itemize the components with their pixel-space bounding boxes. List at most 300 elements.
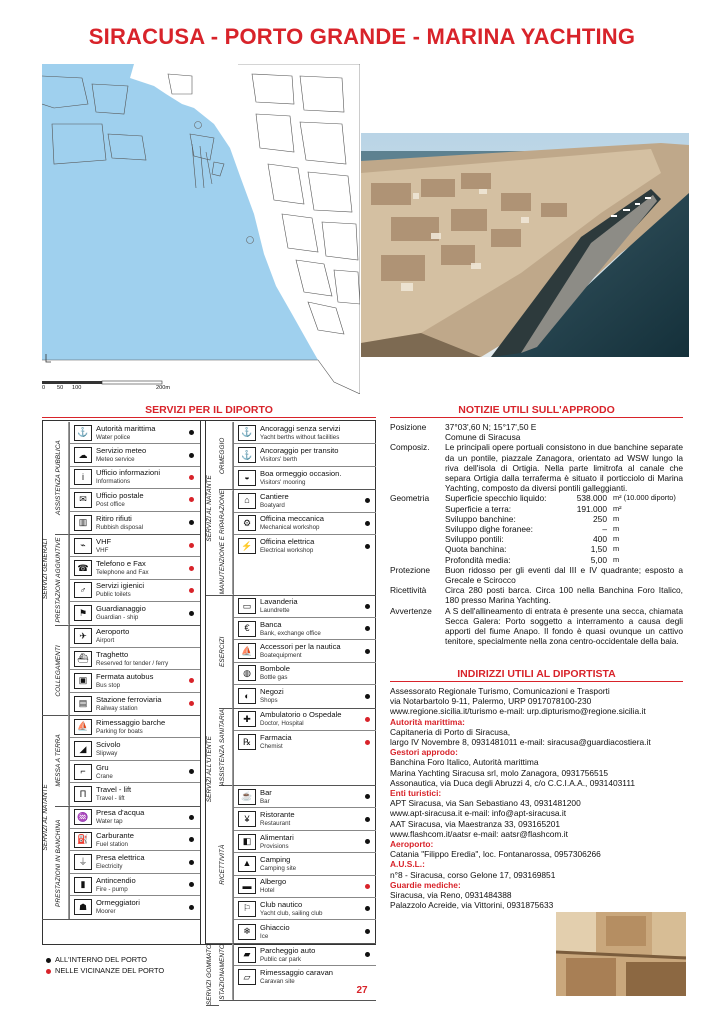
harbour-map — [42, 64, 360, 399]
geometry-row — [445, 555, 683, 565]
service-name: Carburante — [96, 830, 134, 840]
address-line: www.regione.sicilia.it/turismo e-mail: urp.dipturismo@regione.sicilia.it — [390, 706, 646, 717]
availability-dot — [189, 724, 194, 729]
service-name-en: Telephone and Fax — [96, 569, 149, 577]
section-label: SERVIZI AL NATANTE — [206, 475, 213, 542]
aerial-photo — [361, 133, 689, 357]
note-key: Composiz. — [390, 442, 430, 453]
notes-divider — [390, 417, 683, 418]
geometry-label: Superficie a terra: — [445, 503, 512, 514]
group-label: COLLEGAMENTI — [55, 626, 69, 716]
service-name: Stazione ferroviaria — [96, 694, 162, 704]
availability-dot — [189, 905, 194, 910]
address-category: Gestori approdo: — [390, 747, 458, 758]
bus-icon: ▣ — [74, 673, 92, 689]
service-name-en: Meteo service — [96, 456, 135, 464]
caravan-icon: ▱ — [238, 969, 256, 985]
service-name-en: Yacht berths without facilities — [260, 433, 340, 441]
availability-dot — [189, 611, 194, 616]
service-name: Bar — [260, 787, 272, 797]
service-row — [234, 640, 376, 662]
section-label: SERVIZI ALL'UTENTE — [206, 736, 213, 803]
service-group — [219, 422, 376, 490]
service-row — [234, 853, 376, 875]
service-group — [219, 786, 376, 944]
availability-dot — [189, 520, 194, 525]
service-name: Ufficio postale — [96, 490, 144, 500]
group-label: ASSISTENZA PUBBLICA — [55, 422, 69, 534]
service-row — [70, 896, 200, 918]
service-group — [55, 422, 200, 535]
service-name: Antincendio — [96, 875, 136, 885]
service-row — [234, 786, 376, 808]
service-name-en: Bank, exchange office — [260, 629, 321, 637]
lightning-icon: ⚡ — [238, 538, 256, 554]
bank-icon: € — [238, 621, 256, 637]
addresses-heading: INDIRIZZI UTILI AL DIPORTISTA — [457, 668, 616, 680]
geometry-unit: m — [613, 524, 620, 534]
service-row — [70, 670, 200, 692]
address-category: Enti turistici: — [390, 788, 442, 799]
geometry-unit: m — [613, 554, 620, 564]
geometry-value: 1,50 — [590, 544, 607, 555]
service-section — [206, 596, 376, 944]
plug-icon: ⏚ — [74, 854, 92, 870]
service-name-en: Reserved for tender / ferry — [96, 659, 169, 667]
availability-dot — [189, 656, 194, 661]
service-row — [70, 807, 200, 829]
geometry-label: Quota banchina: — [445, 544, 507, 555]
service-name: Ambulatorio o Ospedale — [260, 710, 342, 720]
service-name: Bombole — [260, 664, 290, 674]
train-icon: ▤ — [74, 696, 92, 712]
geometry-label: Sviluppo dighe foranee: — [445, 524, 534, 535]
address-line: Catania "Filippo Eredia", loc. Fontanarossa, 0957306266 — [390, 849, 601, 860]
service-name-en: Crane — [96, 772, 113, 780]
service-name-en: Hotel — [260, 887, 275, 895]
scale-label: 0 — [42, 385, 46, 391]
addresses-list — [390, 686, 683, 910]
service-name: Presa elettrica — [96, 853, 145, 863]
service-row — [70, 557, 200, 579]
group-label: ESERCIZI — [219, 596, 233, 708]
groceries-icon: ◧ — [238, 834, 256, 850]
availability-dot — [189, 747, 194, 752]
service-row — [234, 535, 376, 557]
city-photo — [556, 912, 686, 996]
service-group — [219, 596, 376, 709]
group-label: PRESTAZIONI IN BANCHINA — [55, 807, 69, 919]
group-label: STAZIONAMENTO — [219, 944, 233, 1000]
addresses-divider — [390, 681, 683, 682]
bed-icon: ▬ — [238, 878, 256, 894]
service-name-en: Camping site — [260, 864, 297, 872]
availability-dot — [189, 475, 194, 480]
service-name-en: Post office — [96, 500, 125, 508]
service-name-en: Informations — [96, 478, 131, 486]
service-name-en: Laundrette — [260, 607, 290, 615]
info-icon: i — [74, 469, 92, 485]
service-name: Officina elettrica — [260, 537, 315, 547]
geometry-value: 191.000 — [576, 503, 607, 514]
service-name-en: Travel - lift — [96, 795, 125, 803]
geometry-value: 250 — [593, 513, 607, 524]
geometry-row — [445, 493, 683, 503]
service-name: Traghetto — [96, 649, 129, 659]
service-row — [70, 783, 200, 805]
crane-icon: ⌐ — [74, 764, 92, 780]
service-name-en: Visitors' mooring — [260, 478, 306, 486]
shop-icon: ◐ — [238, 688, 256, 704]
notes-heading: NOTIZIE UTILI SULL'APPRODO — [458, 404, 615, 416]
availability-dot — [189, 837, 194, 842]
service-name: Presa d'acqua — [96, 808, 145, 818]
service-name-en: Provisions — [260, 842, 289, 850]
service-name-en: Water police — [96, 433, 131, 441]
service-name: VHF — [96, 536, 112, 546]
wrench-icon: ⚙ — [238, 515, 256, 531]
note-composizione — [390, 442, 683, 493]
service-row — [234, 422, 376, 444]
availability-dot — [189, 543, 194, 548]
group-label: ASSISTENZA SANITARIA — [219, 709, 233, 786]
group-label: MESSA A TERRA — [55, 716, 69, 806]
availability-dot — [365, 453, 370, 458]
service-row — [234, 596, 376, 618]
service-row — [70, 535, 200, 557]
service-name: Gru — [96, 762, 109, 772]
cup-icon: ☕ — [238, 789, 256, 805]
address-category: Autorità marittima: — [390, 716, 465, 727]
availability-dot — [365, 884, 370, 889]
note-value: Le principali opere portuali consistono in due banchine separate da un pontile, piazzale Zanagora, orientato ad WSW lungo la riva dell'isola di Ortigia. Nella parte limitrofa al canale che separa Ortigia dalla terraferma è situato il porticciolo di Marina Yachting, composto da diversi pontili galleggianti. — [445, 442, 683, 494]
note-key: Geometria — [390, 493, 430, 504]
legend-nearby-label: NELLE VICINANZE DEL PORTO — [55, 966, 165, 975]
service-section — [206, 944, 376, 1006]
black-dot-icon — [46, 958, 51, 963]
availability-dot — [365, 430, 370, 435]
service-name-en: Railway station — [96, 704, 138, 712]
note-value: Circa 280 posti barca. Circa 100 nella Banchina Foro Italico, 180 presso Marina Yachting. — [445, 585, 683, 606]
note-key: Posizione — [390, 422, 427, 432]
address-line: Marina Yachting Siracusa srl, molo Zanagora, 0931756515 — [390, 767, 609, 778]
availability-dot — [189, 882, 194, 887]
laundry-icon: ▭ — [238, 598, 256, 614]
legend-inside — [46, 954, 164, 965]
service-name-en: Bar — [260, 797, 270, 805]
address-line: n°8 - Siracusa, corso Gelone 17, 093169851 — [390, 869, 556, 880]
service-name: Ritiro rifiuti — [96, 513, 132, 523]
service-name: Ufficio informazioni — [96, 468, 161, 478]
buoy-icon: ◒ — [238, 470, 256, 486]
availability-dot — [365, 839, 370, 844]
section-label: SERVIZI AL NATANTE — [42, 784, 49, 851]
service-row — [234, 490, 376, 512]
address-line: Assessorato Regionale Turismo, Comunicazioni e Trasporti — [390, 686, 610, 696]
service-name-en: Boatequipment — [260, 652, 302, 660]
availability-dot — [365, 861, 370, 866]
service-name-en: Visitors' berth — [260, 456, 298, 464]
service-name-en: VHF — [96, 546, 109, 554]
availability-dot — [189, 430, 194, 435]
service-name: Banca — [260, 619, 282, 629]
trash-icon: ▥ — [74, 515, 92, 531]
service-name: Fermata autobus — [96, 671, 154, 681]
service-group — [55, 716, 200, 807]
service-section — [206, 422, 376, 596]
fork-knife-icon: ¥ — [238, 811, 256, 827]
availability-dot — [189, 566, 194, 571]
availability-dot — [365, 975, 370, 980]
service-row — [70, 738, 200, 760]
service-row — [70, 716, 200, 738]
service-row — [70, 512, 200, 534]
service-name-en: Electricity — [96, 863, 123, 871]
address-line: Assonautica, via Duca degli Abruzzi 4, c/o C.C.I.A.A., 0931403111 — [390, 777, 636, 788]
anchor-icon: ⚓ — [74, 425, 92, 441]
services-table-left — [42, 422, 200, 920]
service-name: Rimessaggio caravan — [260, 968, 334, 978]
geometry-list — [445, 493, 683, 564]
service-name: Ancoraggi senza servizi — [260, 423, 341, 433]
radio-icon: ⌁ — [74, 538, 92, 554]
service-name: Boa ormeggio occasion. — [260, 468, 342, 478]
availability-dot — [365, 906, 370, 911]
availability-dot — [189, 678, 194, 683]
transit-anchor-icon: ⚓ — [238, 447, 256, 463]
availability-dot — [365, 794, 370, 799]
service-name: Guardianaggio — [96, 604, 146, 614]
note-posizione — [390, 422, 683, 442]
services-heading: SERVIZI PER IL DIPORTO — [145, 404, 273, 416]
service-name-en: Caravan site — [260, 978, 295, 986]
address-line: Palazzolo Acreide, via Vittorini, 0931875633 — [390, 900, 554, 911]
note-avvertenze — [390, 606, 683, 647]
geometry-label: Superficie specchio liquido: — [445, 493, 547, 504]
tent-icon: ▲ — [238, 856, 256, 872]
geometry-unit: m — [613, 544, 620, 554]
note-value: Buon ridosso per gli eventi dal III e IV quadrante; esposto a Grecale e Scirocco — [445, 564, 683, 586]
scale-label: 50 — [57, 385, 64, 391]
service-name-en: Restaurant — [260, 820, 291, 828]
service-name: Officina meccanica — [260, 514, 325, 524]
availability-dot — [365, 740, 370, 745]
fuel-icon: ⛽ — [74, 832, 92, 848]
address-line: Banchina Foro Italico, Autorità marittima — [390, 757, 539, 768]
availability-dot — [365, 671, 370, 676]
service-row — [234, 513, 376, 535]
geometry-value: 538.000 — [576, 493, 607, 504]
service-row — [234, 876, 376, 898]
service-name: Scivolo — [96, 740, 121, 750]
availability-dot — [189, 634, 194, 639]
availability-dot — [365, 626, 370, 631]
service-section — [42, 422, 200, 716]
service-name-en: Yacht club, sailing club — [260, 909, 323, 917]
legend-nearby — [46, 965, 164, 976]
moorer-icon: ☗ — [74, 899, 92, 915]
boat-storage-icon: ⛵ — [74, 719, 92, 735]
service-name: Parcheggio auto — [260, 945, 316, 955]
service-row — [70, 761, 200, 783]
address-line: Capitaneria di Porto di Siracusa, — [390, 726, 511, 737]
address-line: largo IV Novembre 8, 0931481011 e-mail: siracusa@guardiacostiera.it — [390, 737, 651, 748]
service-name: Negozi — [260, 687, 284, 697]
gas-bottle-icon: ◍ — [238, 665, 256, 681]
service-name: Accessori per la nautica — [260, 642, 341, 652]
service-name-en: Fuel station — [96, 840, 128, 848]
service-row — [234, 467, 376, 489]
availability-dot — [189, 860, 194, 865]
page-title: SIRACUSA - PORTO GRANDE - MARINA YACHTING — [88, 24, 636, 49]
availability-dot — [189, 453, 194, 458]
availability-dot — [189, 769, 194, 774]
service-row — [234, 831, 376, 853]
availability-dot — [365, 604, 370, 609]
service-name-en: Bottle gas — [260, 674, 288, 682]
geometry-row — [445, 544, 683, 554]
service-row — [234, 685, 376, 707]
service-name-en: Mechanical workshop — [260, 524, 320, 532]
service-name: Aeroporto — [96, 627, 130, 637]
service-group — [55, 807, 200, 920]
address-category: Aeroporto: — [390, 839, 434, 850]
service-row — [234, 709, 376, 731]
car-icon: ▰ — [238, 947, 256, 963]
water-tap-icon: ♒ — [74, 809, 92, 825]
service-group — [219, 709, 376, 787]
service-row — [70, 489, 200, 511]
service-name-en: Boatyard — [260, 501, 285, 509]
yacht-club-icon: ⚐ — [238, 901, 256, 917]
service-row — [234, 808, 376, 830]
availability-dot — [365, 521, 370, 526]
service-row — [70, 851, 200, 873]
geometry-unit: m² (10.000 diporto) — [613, 493, 676, 503]
geometry-label: Sviluppo pontili: — [445, 534, 504, 545]
geometry-label: Profondità media: — [445, 554, 511, 565]
group-label: ORMEGGIO — [219, 422, 233, 489]
ice-icon: ❄ — [238, 924, 256, 940]
availability-dot — [365, 817, 370, 822]
service-row — [234, 920, 376, 942]
geometry-unit: m² — [613, 503, 622, 513]
service-group — [219, 490, 376, 595]
service-row — [234, 731, 376, 753]
availability-dot — [365, 544, 370, 549]
scale-label: 200m — [156, 385, 170, 391]
availability-dot — [189, 497, 194, 502]
section-label: SERVIZI GOMMATO — [206, 943, 213, 1005]
service-name-en: Airport — [96, 637, 115, 645]
service-name-en: Doctor, Hospital — [260, 720, 304, 728]
boatyard-icon: ⌂ — [238, 493, 256, 509]
service-name: Ristorante — [260, 810, 295, 820]
service-row — [234, 944, 376, 966]
group-label: MANUTENZIONE E RIPARAZIONE — [219, 490, 233, 594]
scale-label: 100 — [72, 385, 82, 391]
geometry-row — [445, 524, 683, 534]
note-geometria — [390, 493, 683, 564]
notes-block — [390, 422, 683, 646]
service-row — [70, 874, 200, 896]
note-key: Avvertenze — [390, 605, 432, 616]
ferry-icon: ⛴ — [74, 651, 92, 667]
service-row — [70, 580, 200, 602]
service-row — [70, 626, 200, 648]
service-name: Telefono e Fax — [96, 559, 146, 569]
service-name: Ghiaccio — [260, 922, 290, 932]
service-name-en: Shops — [260, 697, 278, 705]
address-line: via Notarbartolo 9-11, Palermo, URP 0917078100-230 — [390, 696, 592, 707]
geometry-value: 400 — [593, 534, 607, 545]
service-row — [234, 444, 376, 466]
address-category: A.U.S.L.: — [390, 859, 425, 870]
note-key: Protezione — [390, 564, 431, 575]
address-line: www.flashcom.it/aatsr e-mail: aatsr@flashcom.it — [390, 828, 568, 839]
service-row — [70, 648, 200, 670]
service-section — [42, 716, 200, 920]
address-line: APT Siracusa, via San Sebastiano 43, 0931481200 — [390, 798, 581, 809]
availability-dot — [365, 929, 370, 934]
service-name-en: Slipway — [96, 750, 118, 758]
group-label: PRESTAZIONI AGGIUNTIVE — [55, 535, 69, 625]
geometry-row — [445, 504, 683, 514]
service-name-en: Fire - pump — [96, 885, 128, 893]
services-divider — [42, 417, 376, 418]
availability-dot — [365, 694, 370, 699]
service-name: Club nautico — [260, 899, 303, 909]
section-label: SERVIZI GENERALI — [42, 538, 49, 599]
service-name: Travel - lift — [96, 785, 132, 795]
fire-extinguisher-icon: ▮ — [74, 877, 92, 893]
service-name-en: Public car park — [260, 955, 301, 963]
geometry-value: 5,00 — [590, 554, 607, 565]
note-protezione — [390, 565, 683, 585]
anchorage-icon: ⚓ — [238, 425, 256, 441]
note-key: Ricettività — [390, 585, 427, 596]
service-name: Farmacia — [260, 733, 292, 743]
availability-dot — [365, 952, 370, 957]
service-name-en: Guardian - ship — [96, 614, 139, 622]
service-name-en: Public toilets — [96, 591, 131, 599]
address-category: Guardie mediche: — [390, 879, 461, 890]
service-name-en: Electrical workshop — [260, 547, 314, 555]
telephone-icon: ☎ — [74, 560, 92, 576]
availability-dot — [365, 649, 370, 654]
address-line: AAT Siracusa, via Maestranza 33, 093165201 — [390, 818, 561, 829]
service-name-en: Bus stop — [96, 681, 121, 689]
service-name-en: Rubbish disposal — [96, 523, 144, 531]
geometry-row — [445, 534, 683, 544]
address-line: Siracusa, via Reno, 0931484388 — [390, 890, 512, 901]
service-row — [70, 444, 200, 466]
service-row — [234, 898, 376, 920]
service-name-en: Moorer — [96, 908, 116, 916]
page-number: 27 — [356, 985, 368, 996]
availability-dot — [365, 498, 370, 503]
service-name-en: Ice — [260, 932, 269, 940]
note-value: Comune di Siracusa — [445, 432, 521, 443]
service-name: Alimentari — [260, 832, 294, 842]
note-ricettivita — [390, 585, 683, 605]
service-name: Servizi igienici — [96, 581, 145, 591]
availability-dot — [365, 717, 370, 722]
travel-lift-icon: Π — [74, 786, 92, 802]
services-table-right — [206, 422, 376, 1006]
address-line: www.apt-siracusa.it e-mail: info@apt-siracusa.it — [390, 808, 567, 819]
availability-dot — [189, 815, 194, 820]
